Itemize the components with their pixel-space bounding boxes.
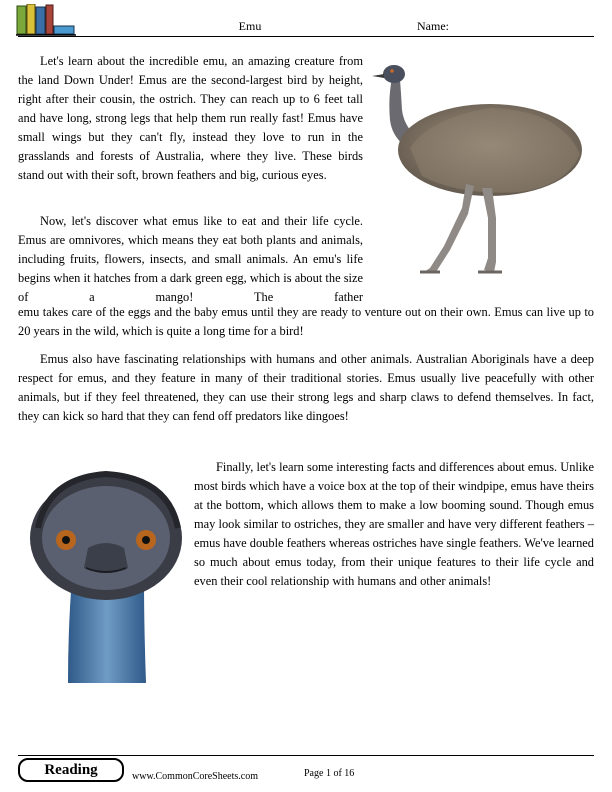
page-title: Emu (238, 19, 262, 33)
paragraph-diet-lifecycle: Now, let's discover what emus like to eat and their life cycle. Emus are omnivores, which means they eat both plants and animals, including fruits, flowers, insects, and small animals. An emu's life begins when it hatches from a dark green egg, which is about the size of a mango! The father (18, 214, 363, 304)
paragraph-diet-lifecycle-continued: emu takes care of the eggs and the baby emus until they are ready to venture out on their own. Emus can live up to 20 years in the wild, which is quite a long time for a bird! (18, 305, 594, 338)
emu-head-image (28, 468, 188, 683)
subject-badge: Reading (18, 758, 124, 782)
header-divider (18, 36, 594, 37)
website-url: www.CommonCoreSheets.com (132, 771, 259, 782)
page-number: Page 1 of 16 (304, 768, 355, 779)
footer-divider (18, 755, 594, 756)
emu-standing-image (370, 58, 585, 280)
paragraph-relationships: Emus also have fascinating relationships with humans and other animals. Australian Aboriginals have a deep respect for emus, and they feature in many of their traditional stories. Emus usually live peacefully with other animals, but if they feel threatened, they can use their strong legs and sharp claws to defend themselves. In fact, they can kick so hard that they can fend off predators like dingoes! (18, 352, 594, 423)
paragraph-intro: Let's learn about the incredible emu, an amazing creature from the land Down Under! Emus are the second-largest bird by height, right after their cousin, the ostrich. They can reach up to 6 feet tall and have long, strong legs that help them run really fast! Emus have small wings but they can't fly, instead they love to run in the grasslands and forests of Australia, where they live. These birds stand out with their soft, brown feathers and big, curious eyes. (18, 54, 363, 182)
paragraph-facts: Finally, let's learn some interesting facts and differences about emus. Unlike most birds which have a voice box at the top of their windpipe, emus have theirs at the bottom, which allows them to make a low booming sound. Though emus may look similar to ostriches, they are smaller and have very different feathers – emus have double feathers whereas ostriches have single feathers. We've learned so much about emus today, from their unique features to their life cycle and even their cool relationship with humans and other animals! (194, 460, 594, 588)
name-label: Name: (417, 19, 449, 33)
